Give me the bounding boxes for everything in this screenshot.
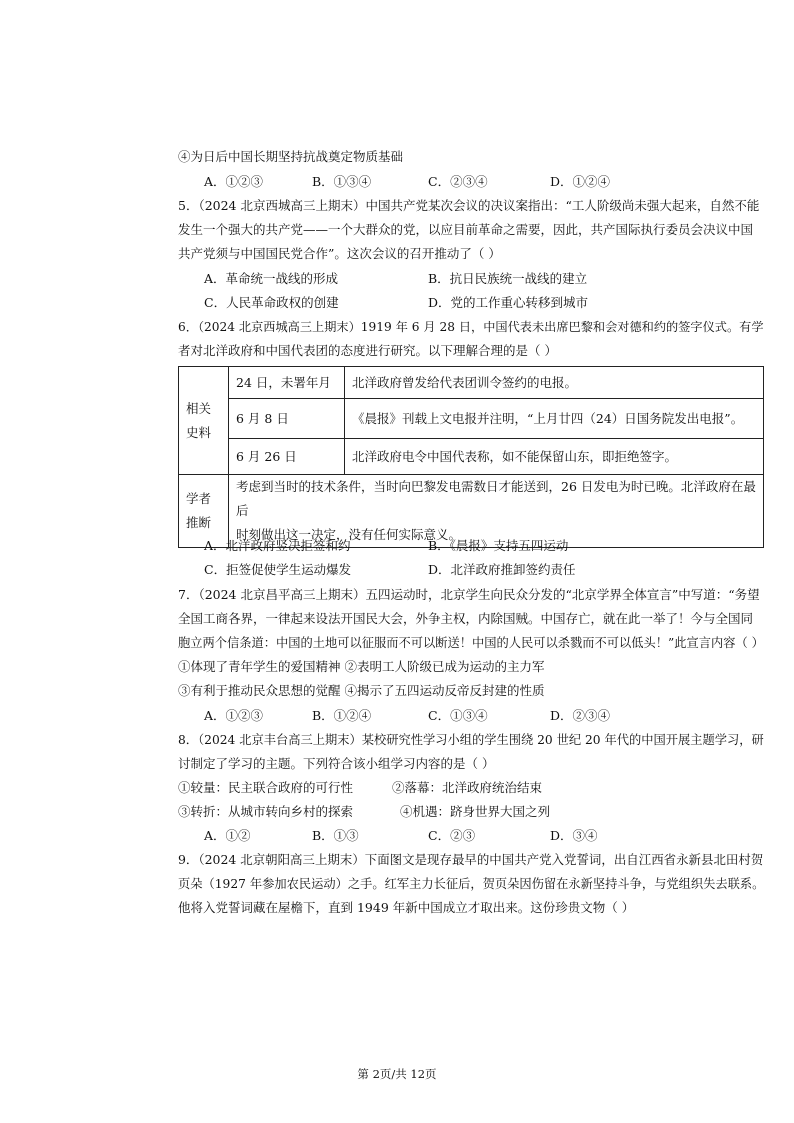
table-row (179, 399, 764, 439)
q8-statement-4: ④机遇：跻身世界大国之列 (400, 804, 551, 819)
q8-stem-line-1: 8．（2024 北京丰台高三上期末）某校研究性学习小组的学生围绕 20 世纪 20 年代的中国开展主题学习，研 (178, 733, 764, 747)
q8-option-b: B．①③ (312, 828, 359, 843)
q6-row-1-date: 24 日，未署年月 (229, 367, 345, 399)
q7-option-b: B．①②④ (312, 708, 372, 723)
q4-option-a: A．①②③ (204, 174, 264, 189)
q6-option-b: B．《晨报》支持五四运动 (428, 538, 569, 553)
q8-option-d: D．③④ (550, 828, 598, 843)
q4-option-b: B．①③④ (312, 174, 372, 189)
page-footer: 第 2页/共 12页 (357, 1067, 437, 1081)
q6-row-1-content: 北洋政府曾发给代表团训令签约的电报。 (345, 367, 764, 399)
q8-statement-1: ①较量：民主联合政府的可行性 (178, 780, 354, 795)
q7-option-c: C．①③④ (428, 708, 488, 723)
q5-option-a: A．革命统一战线的形成 (204, 271, 339, 286)
q6-stem-line-1: 6．（2024 北京西城高三上期末）1919 年 6 月 28 日，中国代表未出席巴黎和会对德和约的签字仪式。有学 (178, 320, 764, 334)
q6-inference-line-1: 考虑到当时的技术条件，当时向巴黎发电需数日才能送到，26 日发电为时已晚。北洋政府在最后 (236, 479, 756, 518)
q7-stem-line-1: 7．（2024 北京昌平高三上期末）五四运动时，北京学生向民众分发的“北京学界全体宣言”中写道：“务望 (178, 587, 760, 602)
q6-stem-line-2: 者对北洋政府和中国代表团的态度进行研究。以下理解合理的是（ ） (178, 343, 557, 358)
q6-row-3-date: 6 月 26 日 (229, 439, 345, 475)
q6-option-d: D．北洋政府推卸签约责任 (428, 562, 576, 577)
q6-inference-line-2: 时刻做出这一决定，没有任何实际意义。 (236, 527, 462, 542)
q4-option-d: D．①②④ (550, 174, 611, 189)
q7-statements-1: ①体现了青年学生的爱国精神 ②表明工人阶级已成为运动的主力军 (178, 659, 545, 674)
q6-option-a: A．北洋政府竖决拒签和约 (204, 538, 351, 553)
q6-row-3-content: 北洋政府电令中国代表称，如不能保留山东，即拒绝签字。 (345, 439, 764, 475)
q7-option-a: A．①②③ (204, 708, 264, 723)
q5-option-c: C．人民革命政权的创建 (204, 295, 339, 310)
q7-statements-2: ③有利于推动民众思想的觉醒 ④揭示了五四运动反帝反封建的性质 (178, 683, 545, 698)
q9-stem-line-2: 页朵（1927 年参加农民运动）之手。红军主力长征后，贺页朵因伤留在永新坚持斗争，与党组织失去联系。 (178, 877, 765, 891)
q8-option-a: A．①② (204, 828, 251, 843)
q5-stem-line-3: 共产党须与中国国民党合作”。这次会议的召开推动了（ ） (178, 246, 501, 261)
q8-statement-3: ③转折：从城市转向乡村的探索 (178, 804, 354, 819)
q5-stem-line-2: 发生一个强大的共产党——一个大群众的党，以应目前革命之需要，因此，共产国际执行委员会决议中国 (178, 222, 754, 237)
q5-option-b: B．抗日民族统一战线的建立 (428, 271, 588, 286)
q8-statement-2: ②落幕：北洋政府统治结束 (392, 780, 543, 795)
q8-stem-line-2: 讨制定了学习的主题。下列符合该小组学习内容的是（ ） (178, 756, 495, 771)
q4-statement-4: ④为日后中国长期坚持抗战奠定物质基础 (178, 149, 404, 164)
q7-option-d: D．②③④ (550, 708, 611, 723)
q5-stem-line-1: 5．（2024 北京西城高三上期末）中国共产党某次会议的决议案指出：“工人阶级尚未强大起来，自然不能 (178, 198, 760, 213)
q7-stem-line-3: 胞立两个信条道：中国的土地可以征服而不可以断送！中国的人民可以杀戮而不可以低头！”此宣言内容（ ） (178, 636, 764, 650)
q4-option-c: C．②③④ (428, 174, 488, 189)
q6-header-inference: 学者推断 (179, 475, 229, 548)
q7-stem-line-2: 全国工商各界，一律起来设法开国民大会，外争主权，内除国贼。中国存亡，就在此一举了！今与全国同 (178, 611, 754, 626)
q6-option-c: C．拒签促使学生运动爆发 (204, 562, 352, 577)
q6-source-table (178, 366, 764, 548)
q6-header-sources: 相关史料 (179, 367, 229, 475)
q6-row-2-date: 6 月 8 日 (229, 399, 345, 439)
table-row (179, 367, 764, 399)
q8-option-c: C．②③ (428, 828, 476, 843)
q9-stem-line-1: 9．（2024 北京朝阳高三上期末）下面图文是现存最早的中国共产党入党誓词，出自江西省永新县北田村贺 (178, 852, 764, 867)
q6-row-2-content: 《晨报》刊载上文电报并注明，“上月廿四（24）日国务院发出电报”。 (345, 399, 764, 439)
q5-option-d: D．党的工作重心转移到城市 (428, 295, 589, 310)
table-row (179, 439, 764, 475)
q9-stem-line-3: 他将入党誓词藏在屋檐下，直到 1949 年新中国成立才取出来。这份珍贵文物（ ） (178, 900, 635, 915)
